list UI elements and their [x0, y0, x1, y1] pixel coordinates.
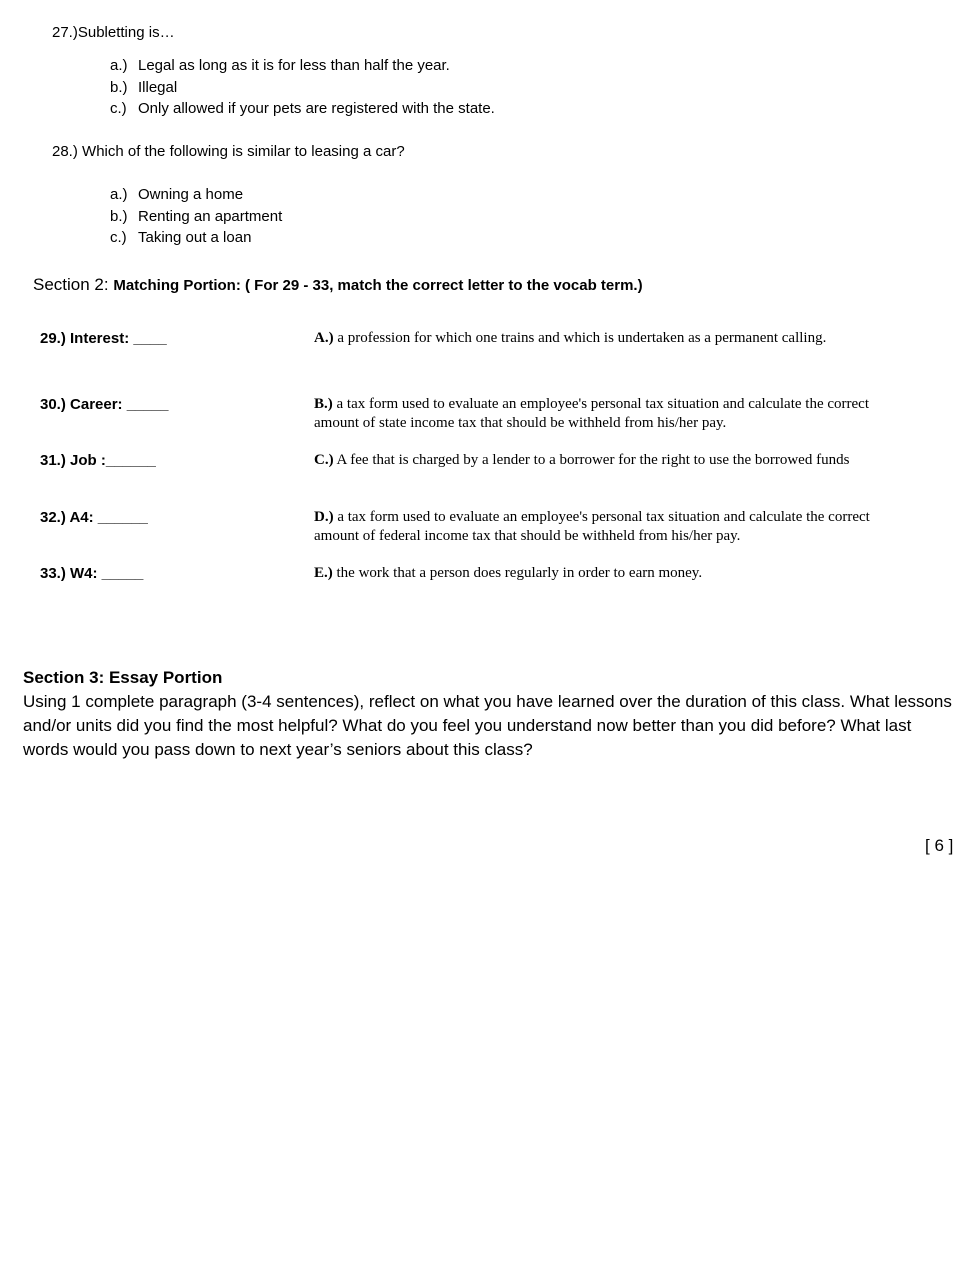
question-text: Which of the following is similar to leasing a car?	[82, 143, 405, 160]
essay-prompt: Using 1 complete paragraph (3-4 sentences), reflect on what you have learned over the duration of this class. What lessons and/or units did you find the most helpful? What do you feel you understand now better than you did before? What last words would you pass down to next year’s seniors about this class?	[23, 692, 952, 759]
definition-text: a profession for which one trains and which is undertaken as a permanent calling.	[333, 330, 827, 346]
definition-text: a tax form used to evaluate an employee's personal tax situation and calculate the correct amount of state income tax that should be withheld from his/her pay.	[314, 396, 869, 431]
section-2-subtitle: Matching Portion: ( For 29 - 33, match the correct letter to the vocab term.)	[113, 277, 643, 294]
term-32-a4: 32.) A4: ______	[40, 509, 148, 526]
definition-text: a tax form used to evaluate an employee's personal tax situation and calculate the correct amount of federal income tax that should be withheld from his/her pay.	[314, 509, 870, 544]
question-28	[52, 143, 405, 160]
definition-letter: D.)	[314, 509, 334, 525]
question-text: Subletting is…	[77, 24, 175, 41]
question-28-option-a[interactable]	[110, 186, 243, 203]
option-letter: b.)	[110, 79, 128, 96]
option-text: Legal as long as it is for less than half the year.	[138, 57, 450, 74]
question-number: 28.)	[52, 143, 78, 160]
term-30-career: 30.) Career: _____	[40, 396, 169, 413]
definition-letter: E.)	[314, 565, 333, 581]
definition-e	[314, 564, 874, 583]
term-33-w4: 33.) W4: _____	[40, 565, 144, 582]
option-letter: c.)	[110, 100, 127, 117]
definition-text: the work that a person does regularly in order to earn money.	[336, 565, 703, 581]
option-text: Taking out a loan	[138, 229, 252, 246]
definition-letter: A.)	[314, 330, 334, 346]
option-text: Renting an apartment	[138, 208, 283, 225]
option-letter: c.)	[110, 229, 127, 246]
question-27-option-a[interactable]	[110, 57, 450, 74]
definition-letter: C.)	[314, 452, 334, 468]
option-letter: a.)	[110, 186, 128, 203]
option-text: Only allowed if your pets are registered with the state.	[138, 100, 495, 117]
option-text: Illegal	[138, 79, 178, 96]
section-2-title: Section 2:	[33, 275, 109, 294]
term-31-job: 31.) Job :______	[40, 452, 156, 469]
question-27-option-c[interactable]	[110, 100, 495, 117]
question-28-option-c[interactable]	[110, 229, 251, 246]
question-27	[52, 24, 175, 41]
page-number: [ 6 ]	[925, 836, 954, 855]
definition-letter: B.)	[314, 396, 333, 412]
section-2-heading	[33, 275, 643, 295]
question-number: 27.)	[52, 24, 78, 41]
definition-b	[314, 395, 874, 433]
definition-text: A fee that is charged by a lender to a borrower for the right to use the borrowed funds	[336, 452, 850, 468]
option-letter: a.)	[110, 57, 128, 74]
option-letter: b.)	[110, 208, 128, 225]
section-3-title: Section 3: Essay Portion	[23, 668, 223, 687]
question-27-option-b[interactable]	[110, 79, 177, 96]
option-text: Owning a home	[138, 186, 244, 203]
definition-d	[314, 508, 874, 546]
definition-c	[314, 451, 874, 470]
definition-a	[314, 329, 874, 348]
term-29-interest: 29.) Interest: ____	[40, 330, 167, 347]
question-28-option-b[interactable]	[110, 208, 282, 225]
